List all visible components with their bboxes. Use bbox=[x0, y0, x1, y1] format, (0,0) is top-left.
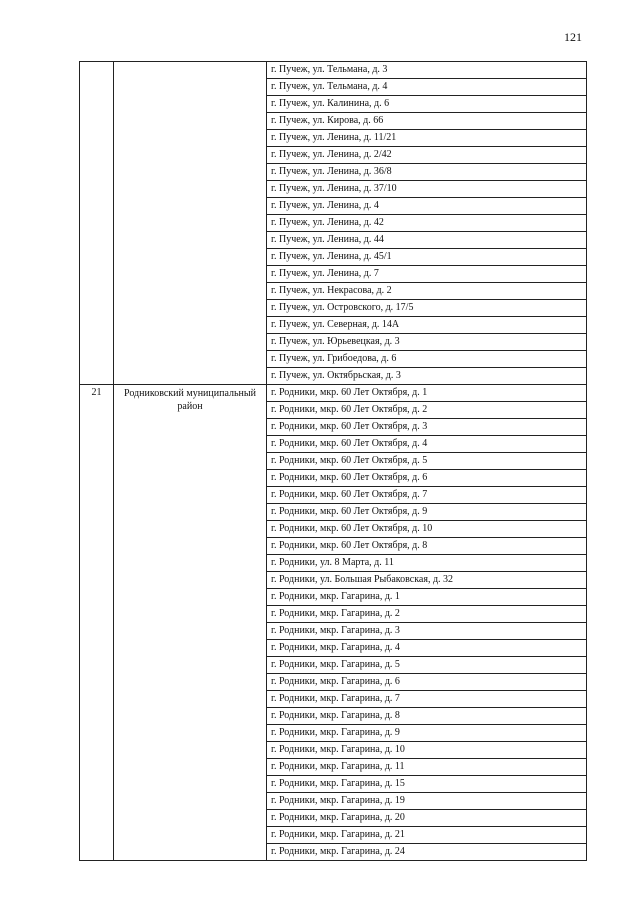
address-cell: г. Пучеж, ул. Ленина, д. 45/1 bbox=[267, 249, 587, 266]
address-cell: г. Пучеж, ул. Кирова, д. 66 bbox=[267, 113, 587, 130]
address-cell: г. Пучеж, ул. Ленина, д. 2/42 bbox=[267, 147, 587, 164]
address-cell: г. Родники, ул. Большая Рыбаковская, д. 32 bbox=[267, 572, 587, 589]
address-cell: г. Родники, мкр. Гагарина, д. 2 bbox=[267, 606, 587, 623]
address-cell: г. Пучеж, ул. Ленина, д. 44 bbox=[267, 232, 587, 249]
address-cell: г. Пучеж, ул. Северная, д. 14А bbox=[267, 317, 587, 334]
address-cell: г. Пучеж, ул. Ленина, д. 4 bbox=[267, 198, 587, 215]
address-cell: г. Родники, мкр. Гагарина, д. 4 bbox=[267, 640, 587, 657]
address-cell: г. Родники, мкр. Гагарина, д. 3 bbox=[267, 623, 587, 640]
address-cell: г. Родники, мкр. Гагарина, д. 24 bbox=[267, 844, 587, 861]
address-cell: г. Родники, мкр. 60 Лет Октября, д. 1 bbox=[267, 385, 587, 402]
address-cell: г. Пучеж, ул. Юрьевецкая, д. 3 bbox=[267, 334, 587, 351]
page-number: 121 bbox=[564, 30, 582, 44]
row-number-cell: 21 bbox=[80, 385, 114, 861]
table-row bbox=[80, 385, 587, 402]
address-cell: г. Родники, мкр. Гагарина, д. 6 bbox=[267, 674, 587, 691]
address-cell: г. Пучеж, ул. Ленина, д. 36/8 bbox=[267, 164, 587, 181]
table-row bbox=[80, 62, 587, 79]
address-cell: г. Родники, мкр. Гагарина, д. 5 bbox=[267, 657, 587, 674]
address-cell: г. Пучеж, ул. Ленина, д. 11/21 bbox=[267, 130, 587, 147]
address-cell: г. Родники, мкр. 60 Лет Октября, д. 9 bbox=[267, 504, 587, 521]
address-cell: г. Пучеж, ул. Некрасова, д. 2 bbox=[267, 283, 587, 300]
address-table-body bbox=[80, 62, 587, 861]
address-cell: г. Родники, мкр. Гагарина, д. 11 bbox=[267, 759, 587, 776]
address-cell: г. Пучеж, ул. Ленина, д. 37/10 bbox=[267, 181, 587, 198]
district-cell: Родниковский муниципальный район bbox=[114, 385, 267, 861]
address-cell: г. Пучеж, ул. Тельмана, д. 3 bbox=[267, 62, 587, 79]
address-cell: г. Родники, мкр. Гагарина, д. 7 bbox=[267, 691, 587, 708]
address-cell: г. Родники, мкр. Гагарина, д. 10 bbox=[267, 742, 587, 759]
district-cell bbox=[114, 62, 267, 385]
address-cell: г. Родники, мкр. Гагарина, д. 21 bbox=[267, 827, 587, 844]
address-cell: г. Родники, мкр. 60 Лет Октября, д. 10 bbox=[267, 521, 587, 538]
address-cell: г. Родники, мкр. 60 Лет Октября, д. 3 bbox=[267, 419, 587, 436]
address-cell: г. Пучеж, ул. Ленина, д. 7 bbox=[267, 266, 587, 283]
address-cell: г. Пучеж, ул. Ленина, д. 42 bbox=[267, 215, 587, 232]
address-cell: г. Родники, мкр. 60 Лет Октября, д. 6 bbox=[267, 470, 587, 487]
address-cell: г. Родники, мкр. Гагарина, д. 15 bbox=[267, 776, 587, 793]
address-cell: г. Родники, мкр. Гагарина, д. 8 bbox=[267, 708, 587, 725]
address-cell: г. Пучеж, ул. Тельмана, д. 4 bbox=[267, 79, 587, 96]
address-cell: г. Пучеж, ул. Грибоедова, д. 6 bbox=[267, 351, 587, 368]
address-cell: г. Родники, мкр. Гагарина, д. 20 bbox=[267, 810, 587, 827]
address-cell: г. Родники, мкр. Гагарина, д. 9 bbox=[267, 725, 587, 742]
address-cell: г. Пучеж, ул. Калинина, д. 6 bbox=[267, 96, 587, 113]
address-cell: г. Родники, ул. 8 Марта, д. 11 bbox=[267, 555, 587, 572]
address-cell: г. Пучеж, ул. Островского, д. 17/5 bbox=[267, 300, 587, 317]
address-cell: г. Родники, мкр. Гагарина, д. 19 bbox=[267, 793, 587, 810]
address-cell: г. Родники, мкр. 60 Лет Октября, д. 5 bbox=[267, 453, 587, 470]
address-cell: г. Родники, мкр. 60 Лет Октября, д. 2 bbox=[267, 402, 587, 419]
address-cell: г. Родники, мкр. 60 Лет Октября, д. 7 bbox=[267, 487, 587, 504]
row-number-cell bbox=[80, 62, 114, 385]
address-cell: г. Родники, мкр. 60 Лет Октября, д. 8 bbox=[267, 538, 587, 555]
address-table bbox=[79, 61, 587, 861]
address-cell: г. Родники, мкр. Гагарина, д. 1 bbox=[267, 589, 587, 606]
address-cell: г. Пучеж, ул. Октябрьская, д. 3 bbox=[267, 368, 587, 385]
address-cell: г. Родники, мкр. 60 Лет Октября, д. 4 bbox=[267, 436, 587, 453]
